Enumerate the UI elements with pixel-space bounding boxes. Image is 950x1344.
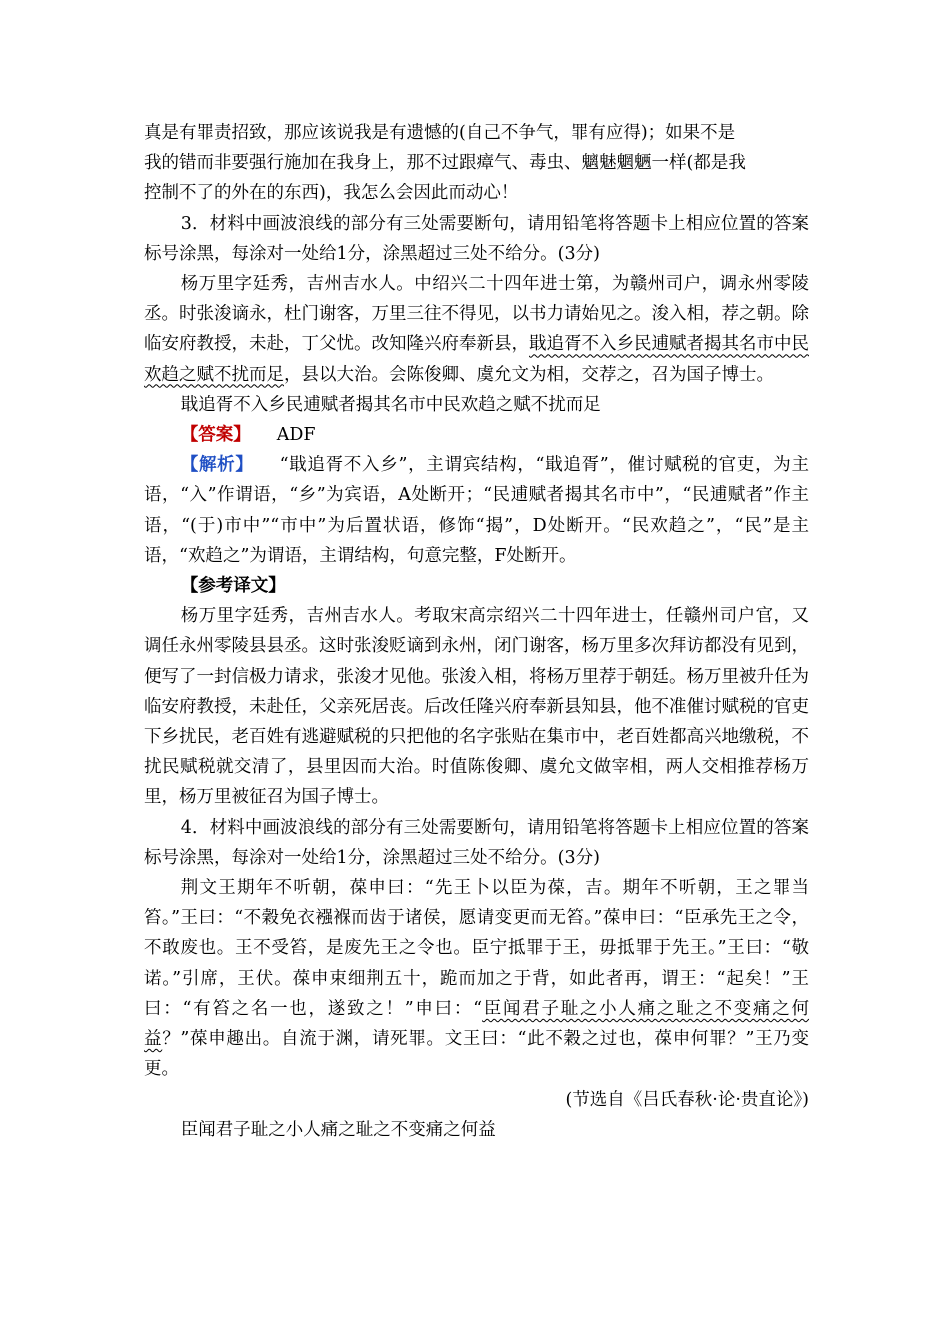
q4-sentence: 臣闻君子耻之小人痛之耻之不变痛之何益 xyxy=(180,1119,496,1140)
q4-passage xyxy=(144,873,809,1084)
translation-continuation xyxy=(144,118,809,209)
q3-translation-heading xyxy=(144,571,809,601)
continuation-line-2: 我的错而非要强行施加在我身上，那不过跟瘴气、毒虫、魑魅魍魉一样(都是我 xyxy=(144,153,746,174)
question-3: 3．材料中画波浪线的部分有三处需要断句，请用铅笔将答题卡上相应位置的答案标号涂黑，每涂对一处给1分，涂黑超过三处不给分。(3分) xyxy=(144,213,809,264)
q3-passage xyxy=(144,269,809,390)
q3-analysis xyxy=(144,450,809,571)
continuation-line-1: 真是有罪责招致，那应该说我是有遗憾的(自己不争气，罪有应得)；如果不是 xyxy=(144,123,736,143)
q3-passage-after: ，县以大治。会陈俊卿、虞允文为相，交荐之，召为国子博士。 xyxy=(284,364,774,385)
answer-label: 【答案】 xyxy=(180,425,251,446)
q3-wavy-segment: 戢追胥不入乡民逋赋者揭其名市中民欢趋之赋不扰而足 xyxy=(144,334,809,385)
q4-source: (节选自《吕氏春秋·论·贵直论》) xyxy=(565,1089,809,1110)
translation-label: 【参考译文】 xyxy=(180,576,286,597)
question-4: 4．材料中画波浪线的部分有三处需要断句，请用铅笔将答题卡上相应位置的答案标号涂黑，每涂对一处给1分，涂黑超过三处不给分。(3分) xyxy=(144,817,809,868)
q3-passage-before: 杨万里字廷秀，吉州吉水人。中绍兴二十四年进士第，为赣州司户，调永州零陵丞。时张浚谪永，杜门谢客，万里三往不得见，以书力请始见之。浚入相，荐之朝。除临安府教授，未赴，丁父忧。改知隆兴府奉新县， xyxy=(144,274,809,355)
q3-translation: 杨万里字廷秀，吉州吉水人。考取宋高宗绍兴二十四年进士，任赣州司户官，又调任永州零陵县县丞。这时张浚贬谪到永州，闭门谢客，杨万里多次拜访都没有见到，便写了一封信极力请求，张浚才见他。张浚入相，将杨万里荐于朝廷。杨万里被升任为临安府教授，未赴任，父亲死居丧。后改任隆兴府奉新县知县，他不准催讨赋税的官吏下乡扰民，老百姓有逃避赋税的只把他的名字张贴在集市中，老百姓都高兴地缴税，不扰民赋税就交清了，县里因而大治。时值陈俊卿、虞允文做宰相，两人交相推荐杨万里，杨万里被征召为国子博士。 xyxy=(144,606,809,808)
analysis-text: “戢追胥不入乡”，主谓宾结构，“戢追胥”，催讨赋税的官吏，为主语，“入”作谓语，“乡”为宾语，A处断开；“民逋赋者揭其名市中”，“民逋赋者”作主语，“(于)市中”“市中”为后置状语，修饰“揭”，D处断开。“民欢趋之”，“民”是主语，“欢趋之”为谓语，主谓结构，句意完整，F处断开。 xyxy=(144,455,809,566)
continuation-line-3: 控制不了的外在的东西)，我怎么会因此而动心！ xyxy=(144,183,519,204)
q4-wavy-segment: 臣闻君子耻之小人痛之耻之不变痛之何益 xyxy=(144,998,810,1050)
q4-passage-after: ？”葆申趣出。自流于渊，请死罪。文王曰：“此不穀之过也，葆申何罪？”王乃变更。 xyxy=(144,1029,810,1080)
q3-answer xyxy=(144,420,809,450)
answer-value: ADF xyxy=(276,425,316,446)
document-page xyxy=(144,118,809,1145)
analysis-label: 【解析】 xyxy=(180,455,254,476)
q4-passage-before: 荆文王期年不听朝，葆申曰：“先王卜以臣为葆，吉。期年不听朝，王之罪当笞。”王曰：“不穀免衣襁褓而齿于诸侯，愿请变更而无笞。”葆申曰：“臣承先王之令，不敢废也。王不受笞，是废先王之令也。臣宁抵罪于王，毋抵罪于先王。”王曰：“敬诺。”引席，王伏。葆申束细荆五十，跪而加之于背，如此者再，谓王：“起矣！”王曰：“有笞之名一也，遂致之！”申曰：“ xyxy=(144,878,809,1019)
q3-sentence: 戢追胥不入乡民逋赋者揭其名市中民欢趋之赋不扰而足 xyxy=(180,394,601,415)
